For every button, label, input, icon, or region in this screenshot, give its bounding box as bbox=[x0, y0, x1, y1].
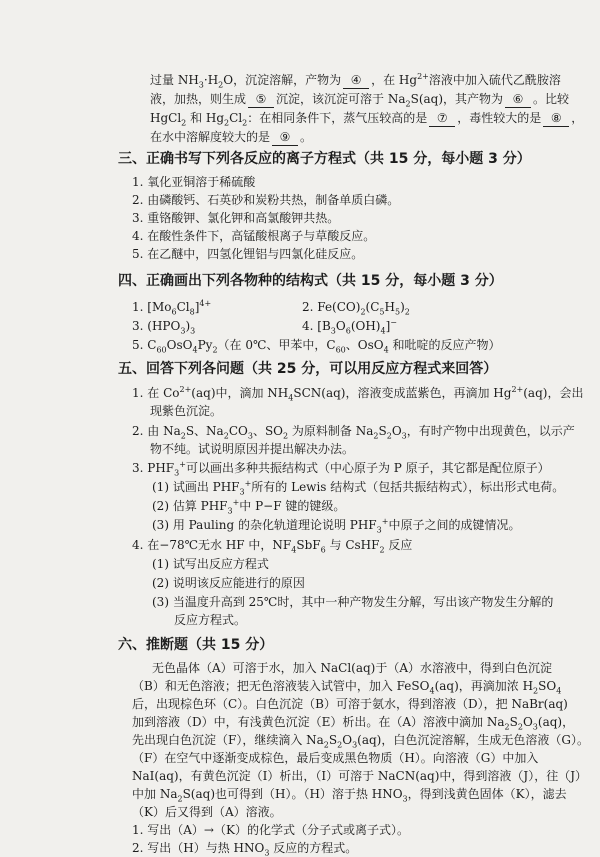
text: 和吡啶的反应产物） bbox=[388, 338, 501, 352]
text: 中原子之间的成键情况。 bbox=[388, 518, 521, 532]
blank-6[interactable]: ⑥ bbox=[505, 91, 531, 108]
text: 5. C bbox=[132, 338, 157, 352]
text: O bbox=[391, 424, 402, 438]
section-5-q4-sub-2: (2) 说明该反应能进行的原因 bbox=[152, 576, 305, 590]
section-5-q4-line-1: 4. 在−78℃无水 HF 中，$NF_4SbF_6$ 与 CsHF$_2$ 反应 bbox=[132, 538, 413, 555]
text: O bbox=[522, 715, 533, 729]
text: 3. PHF bbox=[132, 461, 175, 475]
text: O bbox=[342, 733, 353, 747]
text: 2. 写出（H）与热 HNO bbox=[132, 841, 265, 855]
text: O bbox=[335, 319, 346, 333]
text: 1. 在 Co bbox=[132, 386, 180, 400]
text: 2. bbox=[302, 300, 314, 314]
section-6-text-6: （F）在空气中逐渐变成棕色，最后变成黑色物质（H）。向溶液（G）中加入 bbox=[132, 751, 539, 765]
text: (aq)，会出 bbox=[523, 386, 584, 400]
text: (1) 试画出 PHF bbox=[152, 480, 240, 494]
text: 反应的方程式。 bbox=[269, 841, 358, 855]
text: H bbox=[384, 300, 395, 314]
blank-4[interactable]: ④ bbox=[343, 72, 369, 89]
text: ) bbox=[400, 300, 405, 314]
blank-9[interactable]: ⑨ bbox=[272, 129, 298, 146]
text: Fe(CO) bbox=[317, 300, 361, 314]
text: ，有时产物中出现黄色，以示产 bbox=[406, 424, 575, 438]
intro-line-2: 液，加热，则生成 ⑤ 沉淀，该沉淀可溶于 $Na_2S(aq)$，其产物为 ⑥ 。比较 bbox=[150, 92, 570, 109]
text: S bbox=[509, 715, 518, 729]
section-4-title: 四、正确画出下列各物种的结构式（共 15 分，每小题 3 分） bbox=[118, 273, 503, 289]
text: 1. bbox=[132, 300, 144, 314]
text: S、Na bbox=[185, 424, 224, 438]
blank-7[interactable]: ⑦ bbox=[429, 110, 455, 127]
text: 在水中溶解度较大的是 bbox=[150, 130, 271, 144]
section-6-question-1: 1. 写出（A）→（K）的化学式（分子式或离子式）。 bbox=[132, 823, 409, 837]
section-6-text-5: 先出现白色沉淀（F），继续滴入 $Na_2S_2O_3(aq)$，白色沉淀溶解，生成无色溶液（G）。 bbox=[132, 733, 589, 750]
text: ] bbox=[194, 300, 200, 314]
text: 加到溶液（D）中，有浅黄色沉淀（E）析出。在（A）溶液中滴加 Na bbox=[132, 715, 505, 729]
text: [B bbox=[317, 319, 331, 333]
text: CO bbox=[228, 424, 248, 438]
text: (aq)， bbox=[537, 715, 575, 729]
text: ：在相同条件下，蒸气压较高的是 bbox=[247, 111, 428, 125]
intro-line-3: HgCl$_2$ 和 $Hg_2Cl_2$：在相同条件下，蒸气压较高的是 ⑦ ，毒性较大的是 ⑧ ， bbox=[150, 111, 584, 128]
text: S bbox=[328, 733, 338, 747]
text: 沉淀，该沉淀可溶于 Na bbox=[276, 92, 406, 106]
section-6-text-3: 后，出现棕色环（C）。白色沉淀（B）可溶于氨水，得到溶液（D），把 NaBr(aq) bbox=[132, 697, 568, 711]
text: S bbox=[378, 424, 387, 438]
text: 过量 NH bbox=[150, 73, 199, 87]
section-6-text-2: （B）和无色溶液；把无色溶液装入试管中，加入 FeSO$_4$(aq)，再滴加浓 $H_2SO_4$ bbox=[132, 679, 562, 696]
section-4-item-5: 5. $C_{60}OsO_4Py_2$（在 0℃、甲苯中，$C_{60}$、OsO$_4$ 和吡啶的反应产物） bbox=[132, 338, 501, 355]
section-3-item-3: 3. 重铬酸钾、氯化钾和高氯酸钾共热。 bbox=[132, 211, 340, 225]
section-5-title: 五、回答下列各问题（共 25 分，可以用反应方程式来回答） bbox=[118, 361, 498, 377]
section-3-title: 三、正确书写下列各反应的离子方程式（共 15 分，每小题 3 分） bbox=[118, 151, 531, 167]
section-6-text-7: NaI(aq)，有黄色沉淀（I）析出，（I）可溶于 NaCN(aq)中，得到溶液（J），往（J） bbox=[132, 769, 588, 783]
text: (C bbox=[365, 300, 380, 314]
section-4-item-3: 3. $(HPO_3)_3$ bbox=[132, 319, 196, 336]
text: 4. 在−78℃无水 HF 中，NF bbox=[132, 538, 292, 552]
text: (aq)，白色沉淀溶解，生成无色溶液（G）。 bbox=[357, 733, 589, 747]
section-6-text-1: 无色晶体（A）可溶于水，加入 NaCl(aq)于（A）水溶液中，得到白色沉淀 bbox=[152, 661, 553, 675]
text: 。 bbox=[300, 130, 313, 144]
text: SbF bbox=[296, 538, 321, 552]
text: （在 0℃、甲苯中，C bbox=[217, 338, 336, 352]
text: 与 CsHF bbox=[325, 538, 380, 552]
text: (2) 估算 PHF bbox=[152, 499, 228, 513]
section-6-text-4: 加到溶液（D）中，有浅黄色沉淀（E）析出。在（A）溶液中滴加 $Na_2S_2O_3(aq)$， bbox=[132, 715, 575, 732]
text: 所有的 Lewis 结构式（包括共振结构式），标出形式电荷。 bbox=[251, 480, 565, 494]
section-5-q4-sub-3: (3) 当温度升高到 25℃时，其中一种产物发生分解，写出该产物发生分解的 bbox=[152, 595, 554, 609]
section-4-item-4: 4. $[B_3O_6(OH)_4]^-$ bbox=[302, 318, 397, 336]
text: 。比较 bbox=[533, 92, 570, 106]
text: OsO bbox=[166, 338, 193, 352]
intro-line-4 bbox=[150, 129, 312, 146]
text: ， bbox=[571, 111, 584, 125]
text: 液，加热，则生成 bbox=[150, 92, 247, 106]
text: SO bbox=[538, 679, 557, 693]
text: 中加 Na bbox=[132, 787, 178, 801]
text: (HPO bbox=[147, 319, 181, 333]
section-5-q3-sub-1: (1) 试画出 $PHF_3^+$所有的 Lewis 结构式（包括共振结构式），标出形式电荷。 bbox=[152, 479, 565, 497]
section-6-text-8: 中加 $Na_2S(aq)$也可得到（H）。（H）溶于热 $HNO_3$，得到浅黄色固体（K），滤去 bbox=[132, 787, 567, 804]
text: 为原料制备 Na bbox=[288, 424, 374, 438]
text: O，沉淀溶解，产物为 bbox=[223, 73, 342, 87]
section-5-q4-sub-3-cont: 反应方程式。 bbox=[174, 613, 247, 627]
section-5-q1-line-1: 1. 在 $Co^{2+}(aq)$中，滴加 $NH_4SCN(aq)$，溶液变成蓝紫色，再滴加 $Hg^{2+}(aq)$，会出 bbox=[132, 385, 584, 403]
text: Py bbox=[197, 338, 213, 352]
text: S(aq)也可得到（H）。（H）溶于热 HNO bbox=[182, 787, 403, 801]
text: Cl bbox=[176, 300, 190, 314]
section-4-item-2: 2. $Fe(CO)_2(C_5H_5)_2$ bbox=[302, 300, 410, 317]
section-6-question-2: 2. 写出（H）与热 $HNO_3$ 反应的方程式。 bbox=[132, 841, 358, 857]
text: SCN(aq)，溶液变成蓝紫色，再滴加 Hg bbox=[293, 386, 512, 400]
text: 4. bbox=[302, 319, 314, 333]
section-5-q3-sub-2: (2) 估算 $PHF_3^+$中 P−F 键的键级。 bbox=[152, 498, 346, 516]
section-5-q3-sub-3: (3) 用 Pauling 的杂化轨道理论说明 $PHF_3^+$中原子之间的成键情况。 bbox=[152, 517, 521, 535]
text: 4+ bbox=[199, 299, 212, 308]
text: 反应 bbox=[384, 538, 413, 552]
text: （B）和无色溶液；把无色溶液装入试管中，加入 FeSO bbox=[132, 679, 430, 693]
text: (aq)中，滴加 NH bbox=[191, 386, 289, 400]
section-5-q2-line-1: 2. 由 $Na_2S$、$Na_2CO_3$、$SO_2$ 为原料制备 $Na_2S_2O_3$，有时产物中出现黄色，以示产 bbox=[132, 424, 575, 441]
text: ·H bbox=[203, 73, 219, 87]
text: [Mo bbox=[147, 300, 172, 314]
text: 可以画出多种共振结构式（中心原子为 P 原子，其它都是配位原子） bbox=[185, 461, 550, 475]
section-5-q1-line-2: 现紫色沉淀。 bbox=[150, 404, 223, 418]
text: (OH) bbox=[350, 319, 381, 333]
section-3-item-4: 4. 在酸性条件下，高锰酸根离子与草酸反应。 bbox=[132, 229, 376, 243]
text: Cl bbox=[229, 111, 243, 125]
section-4-item-1: 1. $[Mo_6Cl_8]^{4+}$ bbox=[132, 299, 212, 317]
text: HgCl bbox=[150, 111, 182, 125]
text: 溶液中加入硫代乙酰胺溶 bbox=[428, 73, 561, 87]
text: (3) 用 Pauling 的杂化轨道理论说明 PHF bbox=[152, 518, 377, 532]
text: ，毒性较大的是 bbox=[457, 111, 542, 125]
text: 、OsO bbox=[345, 338, 384, 352]
section-5-q4-sub-1: (1) 试写出反应方程式 bbox=[152, 557, 269, 571]
section-3-item-5: 5. 在乙醚中，四氢化锂铝与四氯化硅反应。 bbox=[132, 247, 364, 261]
text: (aq)，再滴加浓 H bbox=[434, 679, 534, 693]
blank-5[interactable]: ⑤ bbox=[248, 91, 274, 108]
text: 3. bbox=[132, 319, 144, 333]
text: 、SO bbox=[252, 424, 283, 438]
text: ] bbox=[385, 319, 391, 333]
text: ，得到浅黄色固体（K），滤去 bbox=[407, 787, 567, 801]
section-3-item-2: 2. 由磷酸钙、石英砂和炭粉共热，制备单质白磷。 bbox=[132, 193, 400, 207]
section-3-item-1: 1. 氧化亚铜溶于稀硫酸 bbox=[132, 175, 256, 189]
text: 和 Hg bbox=[186, 111, 225, 125]
text: 先出现白色沉淀（F），继续滴入 Na bbox=[132, 733, 324, 747]
section-6-title: 六、推断题（共 15 分） bbox=[118, 637, 274, 653]
text: 2. 由 Na bbox=[132, 424, 181, 438]
section-5-q3-line-1: 3. $PHF_3^+$可以画出多种共振结构式（中心原子为 P 原子，其它都是配位原子） bbox=[132, 460, 550, 478]
section-5-q2-line-2: 物不纯。试说明原因并提出解决办法。 bbox=[150, 442, 355, 456]
text: ) bbox=[185, 319, 191, 333]
intro-line-1: 过量 $NH_3\cdot H_2O$，沉淀溶解，产物为 ④ ，在 $Hg^{2+}$溶液中加入硫代乙酰胺溶 bbox=[150, 72, 561, 90]
blank-8[interactable]: ⑧ bbox=[543, 110, 569, 127]
text: 中 P−F 键的键级。 bbox=[239, 499, 346, 513]
text: S(aq)，其产物为 bbox=[410, 92, 504, 106]
section-6-text-9: （K）后又得到（A）溶液。 bbox=[132, 805, 282, 819]
text: ，在 Hg bbox=[371, 73, 418, 87]
